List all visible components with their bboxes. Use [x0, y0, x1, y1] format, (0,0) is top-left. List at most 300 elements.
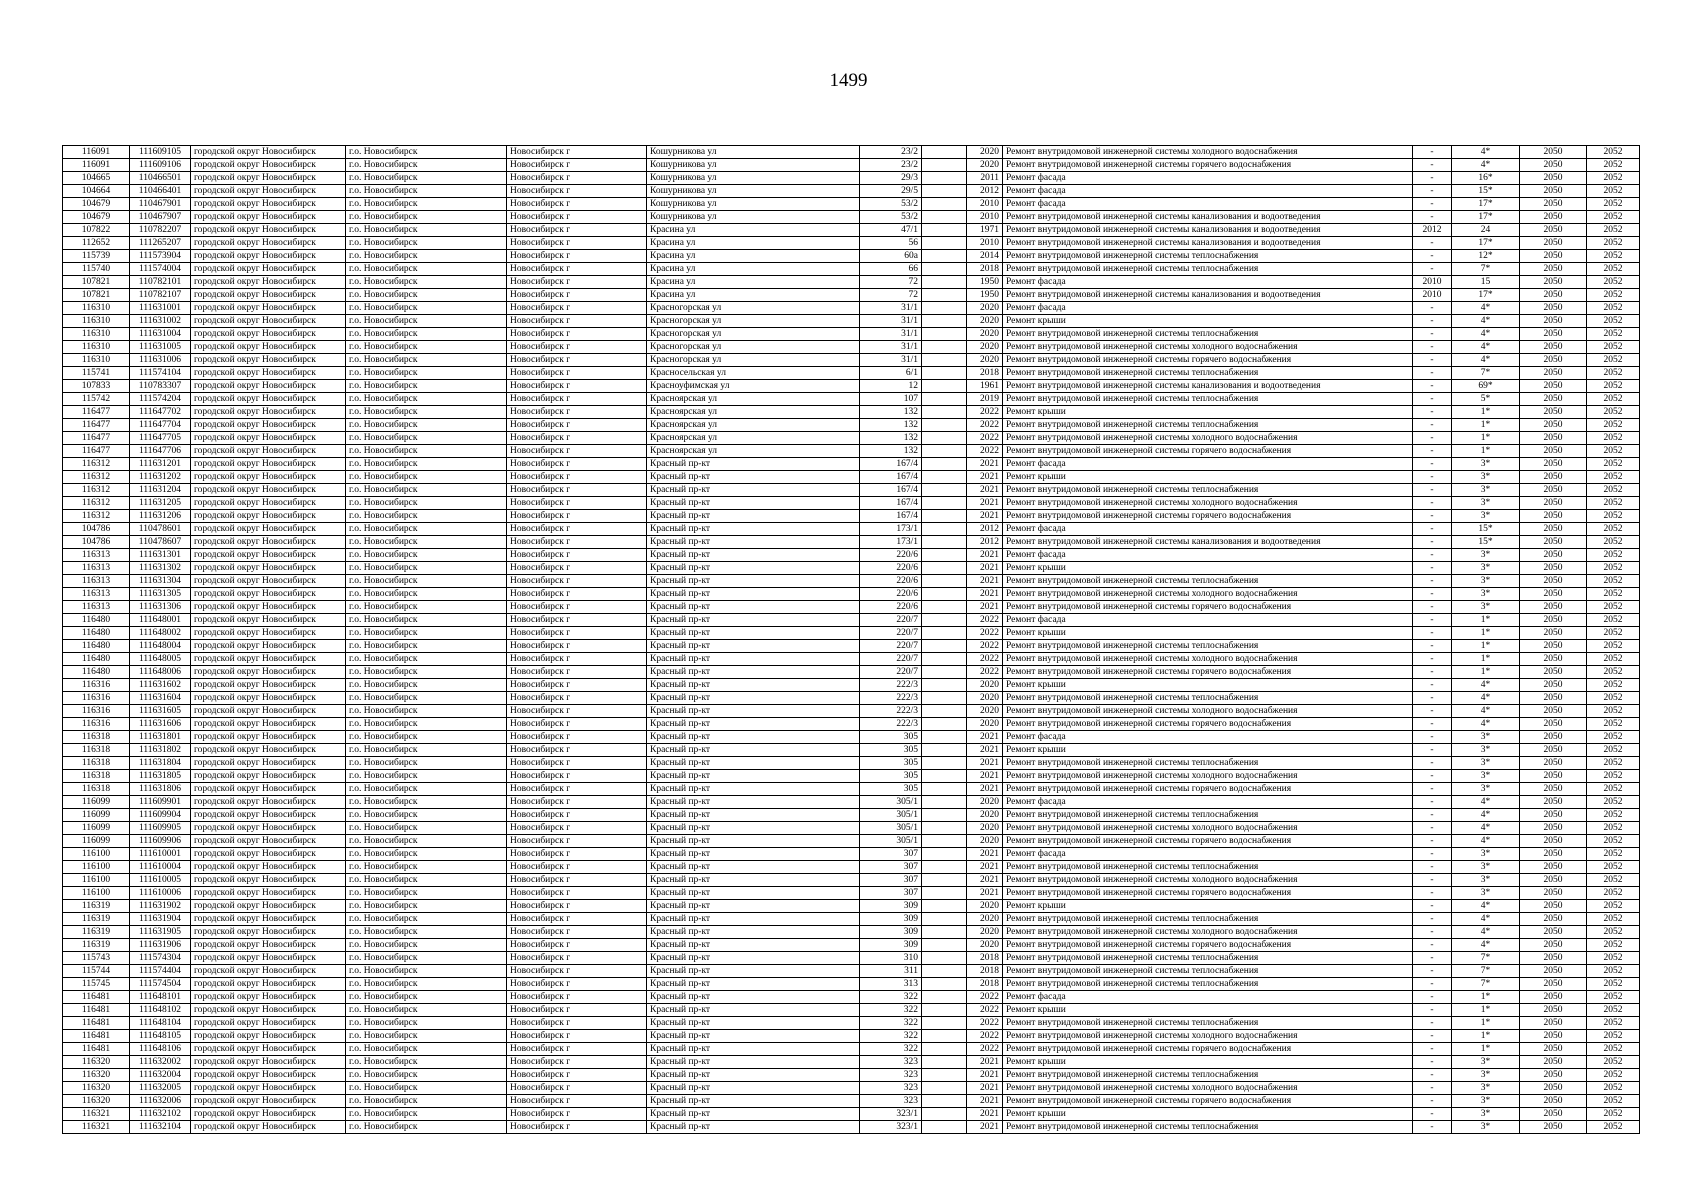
- cell-empty: [922, 523, 967, 536]
- table-row: [63, 1069, 1640, 1082]
- cell-house-id: 116312: [63, 458, 130, 471]
- cell-empty: [922, 1108, 967, 1121]
- table-row: [63, 926, 1640, 939]
- cell-build-year: 1961: [967, 380, 1003, 393]
- cell-house-number: 12: [860, 380, 922, 393]
- table-row: [63, 861, 1640, 874]
- cell-plan-end-year: 2052: [1587, 432, 1640, 445]
- cell-empty: [922, 770, 967, 783]
- cell-plan-start-year: 2050: [1520, 562, 1587, 575]
- cell-house-id: 116100: [63, 848, 130, 861]
- cell-work-type: Ремонт внутридомовой инженерной системы теплоснабжения: [1003, 263, 1413, 276]
- cell-build-year: 2022: [967, 432, 1003, 445]
- cell-last-repair-year: -: [1413, 484, 1452, 497]
- cell-municipality: г.о. Новосибирск: [346, 406, 507, 419]
- table-row: [63, 900, 1640, 913]
- cell-plan-start-year: 2050: [1520, 900, 1587, 913]
- cell-empty: [922, 627, 967, 640]
- cell-city: Новосибирск г: [507, 679, 647, 692]
- cell-plan-start-year: 2050: [1520, 1030, 1587, 1043]
- cell-plan-end-year: 2052: [1587, 887, 1640, 900]
- cell-house-number: 220/6: [860, 562, 922, 575]
- cell-work-type: Ремонт внутридомовой инженерной системы горячего водоснабжения: [1003, 887, 1413, 900]
- cell-plan-start-year: 2050: [1520, 224, 1587, 237]
- cell-house-number: 220/7: [860, 653, 922, 666]
- cell-municipality: г.о. Новосибирск: [346, 887, 507, 900]
- cell-service-life: 3*: [1452, 744, 1520, 757]
- cell-plan-end-year: 2052: [1587, 640, 1640, 653]
- cell-empty: [922, 809, 967, 822]
- cell-build-year: 2011: [967, 172, 1003, 185]
- cell-city: Новосибирск г: [507, 666, 647, 679]
- cell-house-number: 173/1: [860, 536, 922, 549]
- cell-street: Красный пр-кт: [647, 900, 860, 913]
- table-row: [63, 406, 1640, 419]
- cell-last-repair-year: -: [1413, 1121, 1452, 1134]
- cell-build-year: 2020: [967, 718, 1003, 731]
- cell-house-id: 116312: [63, 484, 130, 497]
- cell-street: Кошурникова ул: [647, 146, 860, 159]
- cell-house-number: 72: [860, 289, 922, 302]
- cell-district: городской округ Новосибирск: [191, 653, 346, 666]
- cell-empty: [922, 549, 967, 562]
- cell-street: Красный пр-кт: [647, 965, 860, 978]
- table-row: [63, 341, 1640, 354]
- cell-house-id: 116481: [63, 1004, 130, 1017]
- cell-house-number: 220/6: [860, 601, 922, 614]
- cell-house-id: 104665: [63, 172, 130, 185]
- cell-street: Красный пр-кт: [647, 640, 860, 653]
- cell-service-life: 1*: [1452, 653, 1520, 666]
- cell-service-life: 3*: [1452, 770, 1520, 783]
- cell-house-id: 116099: [63, 809, 130, 822]
- cell-build-year: 2021: [967, 1082, 1003, 1095]
- cell-street: Красный пр-кт: [647, 523, 860, 536]
- cell-street: Красный пр-кт: [647, 549, 860, 562]
- cell-plan-end-year: 2052: [1587, 913, 1640, 926]
- cell-house-number: 305/1: [860, 835, 922, 848]
- cell-city: Новосибирск г: [507, 172, 647, 185]
- cell-build-year: 2020: [967, 146, 1003, 159]
- cell-build-year: 2021: [967, 861, 1003, 874]
- cell-plan-start-year: 2050: [1520, 705, 1587, 718]
- cell-house-id: 116316: [63, 679, 130, 692]
- cell-work-id: 111631301: [130, 549, 191, 562]
- cell-house-number: 322: [860, 1043, 922, 1056]
- cell-house-number: 309: [860, 926, 922, 939]
- cell-work-id: 111573904: [130, 250, 191, 263]
- cell-work-type: Ремонт внутридомовой инженерной системы теплоснабжения: [1003, 484, 1413, 497]
- cell-plan-start-year: 2050: [1520, 640, 1587, 653]
- cell-last-repair-year: -: [1413, 874, 1452, 887]
- cell-municipality: г.о. Новосибирск: [346, 731, 507, 744]
- cell-plan-start-year: 2050: [1520, 276, 1587, 289]
- cell-house-number: 220/7: [860, 627, 922, 640]
- cell-build-year: 2021: [967, 757, 1003, 770]
- cell-district: городской округ Новосибирск: [191, 991, 346, 1004]
- cell-work-type: Ремонт крыши: [1003, 406, 1413, 419]
- cell-empty: [922, 887, 967, 900]
- cell-work-type: Ремонт внутридомовой инженерной системы теплоснабжения: [1003, 367, 1413, 380]
- cell-service-life: 3*: [1452, 484, 1520, 497]
- cell-work-id: 111574204: [130, 393, 191, 406]
- cell-street: Красногорская ул: [647, 315, 860, 328]
- cell-plan-end-year: 2052: [1587, 276, 1640, 289]
- cell-empty: [922, 861, 967, 874]
- cell-service-life: 3*: [1452, 1121, 1520, 1134]
- cell-service-life: 1*: [1452, 419, 1520, 432]
- cell-work-type: Ремонт фасада: [1003, 731, 1413, 744]
- cell-district: городской округ Новосибирск: [191, 302, 346, 315]
- cell-service-life: 24: [1452, 224, 1520, 237]
- cell-municipality: г.о. Новосибирск: [346, 1056, 507, 1069]
- cell-district: городской округ Новосибирск: [191, 393, 346, 406]
- cell-last-repair-year: -: [1413, 1017, 1452, 1030]
- cell-city: Новосибирск г: [507, 406, 647, 419]
- cell-municipality: г.о. Новосибирск: [346, 809, 507, 822]
- cell-municipality: г.о. Новосибирск: [346, 796, 507, 809]
- cell-house-number: 6/1: [860, 367, 922, 380]
- cell-last-repair-year: -: [1413, 991, 1452, 1004]
- cell-municipality: г.о. Новосибирск: [346, 536, 507, 549]
- cell-last-repair-year: -: [1413, 250, 1452, 263]
- cell-city: Новосибирск г: [507, 445, 647, 458]
- cell-work-type: Ремонт внутридомовой инженерной системы холодного водоснабжения: [1003, 146, 1413, 159]
- cell-house-number: 310: [860, 952, 922, 965]
- cell-plan-end-year: 2052: [1587, 822, 1640, 835]
- cell-work-type: Ремонт внутридомовой инженерной системы канализования и водоотведения: [1003, 237, 1413, 250]
- cell-plan-end-year: 2052: [1587, 926, 1640, 939]
- cell-work-type: Ремонт внутридомовой инженерной системы теплоснабжения: [1003, 978, 1413, 991]
- table-row: [63, 614, 1640, 627]
- cell-work-id: 111632006: [130, 1095, 191, 1108]
- cell-empty: [922, 471, 967, 484]
- cell-municipality: г.о. Новосибирск: [346, 1108, 507, 1121]
- cell-house-number: 47/1: [860, 224, 922, 237]
- table-row: [63, 653, 1640, 666]
- cell-house-id: 115745: [63, 978, 130, 991]
- cell-house-number: 107: [860, 393, 922, 406]
- cell-house-number: 173/1: [860, 523, 922, 536]
- cell-city: Новосибирск г: [507, 393, 647, 406]
- cell-street: Красный пр-кт: [647, 497, 860, 510]
- table-row: [63, 939, 1640, 952]
- table-row: [63, 562, 1640, 575]
- cell-district: городской округ Новосибирск: [191, 783, 346, 796]
- cell-build-year: 2022: [967, 1043, 1003, 1056]
- cell-plan-end-year: 2052: [1587, 172, 1640, 185]
- cell-plan-end-year: 2052: [1587, 328, 1640, 341]
- cell-plan-start-year: 2050: [1520, 250, 1587, 263]
- cell-municipality: г.о. Новосибирск: [346, 276, 507, 289]
- cell-last-repair-year: -: [1413, 939, 1452, 952]
- cell-service-life: 7*: [1452, 367, 1520, 380]
- cell-street: Красногорская ул: [647, 328, 860, 341]
- table-row: [63, 237, 1640, 250]
- cell-house-id: 116480: [63, 627, 130, 640]
- cell-district: городской округ Новосибирск: [191, 1069, 346, 1082]
- table-row: [63, 445, 1640, 458]
- table-row: [63, 146, 1640, 159]
- cell-work-id: 111648006: [130, 666, 191, 679]
- cell-plan-start-year: 2050: [1520, 744, 1587, 757]
- table-row: [63, 848, 1640, 861]
- cell-house-number: 307: [860, 874, 922, 887]
- cell-city: Новосибирск г: [507, 783, 647, 796]
- cell-empty: [922, 965, 967, 978]
- cell-work-id: 111647706: [130, 445, 191, 458]
- cell-street: Красный пр-кт: [647, 874, 860, 887]
- cell-municipality: г.о. Новосибирск: [346, 458, 507, 471]
- cell-service-life: 1*: [1452, 991, 1520, 1004]
- cell-city: Новосибирск г: [507, 224, 647, 237]
- cell-build-year: 2021: [967, 484, 1003, 497]
- cell-plan-start-year: 2050: [1520, 770, 1587, 783]
- cell-last-repair-year: -: [1413, 913, 1452, 926]
- cell-service-life: 3*: [1452, 549, 1520, 562]
- cell-empty: [922, 380, 967, 393]
- cell-plan-end-year: 2052: [1587, 1017, 1640, 1030]
- cell-work-type: Ремонт крыши: [1003, 1004, 1413, 1017]
- cell-municipality: г.о. Новосибирск: [346, 159, 507, 172]
- cell-house-id: 116319: [63, 900, 130, 913]
- cell-plan-end-year: 2052: [1587, 692, 1640, 705]
- cell-house-id: 116480: [63, 666, 130, 679]
- cell-plan-start-year: 2050: [1520, 354, 1587, 367]
- table-row: [63, 367, 1640, 380]
- cell-work-type: Ремонт фасада: [1003, 198, 1413, 211]
- cell-plan-start-year: 2050: [1520, 458, 1587, 471]
- cell-house-id: 115740: [63, 263, 130, 276]
- cell-district: городской округ Новосибирск: [191, 666, 346, 679]
- cell-plan-end-year: 2052: [1587, 419, 1640, 432]
- cell-build-year: 2020: [967, 679, 1003, 692]
- cell-plan-start-year: 2050: [1520, 913, 1587, 926]
- cell-work-type: Ремонт внутридомовой инженерной системы теплоснабжения: [1003, 250, 1413, 263]
- cell-house-id: 107821: [63, 289, 130, 302]
- table-row: [63, 471, 1640, 484]
- cell-house-number: 307: [860, 861, 922, 874]
- cell-municipality: г.о. Новосибирск: [346, 965, 507, 978]
- cell-build-year: 2020: [967, 796, 1003, 809]
- cell-street: Красный пр-кт: [647, 1043, 860, 1056]
- cell-street: Красный пр-кт: [647, 731, 860, 744]
- cell-street: Красный пр-кт: [647, 796, 860, 809]
- cell-house-number: 323: [860, 1069, 922, 1082]
- cell-house-id: 116091: [63, 159, 130, 172]
- cell-house-number: 309: [860, 939, 922, 952]
- cell-city: Новосибирск г: [507, 354, 647, 367]
- cell-plan-start-year: 2050: [1520, 874, 1587, 887]
- cell-build-year: 2010: [967, 237, 1003, 250]
- cell-work-id: 111574304: [130, 952, 191, 965]
- cell-street: Красный пр-кт: [647, 458, 860, 471]
- cell-house-id: 116320: [63, 1056, 130, 1069]
- cell-work-id: 111648002: [130, 627, 191, 640]
- cell-city: Новосибирск г: [507, 575, 647, 588]
- cell-plan-start-year: 2050: [1520, 978, 1587, 991]
- cell-last-repair-year: -: [1413, 640, 1452, 653]
- cell-district: городской округ Новосибирск: [191, 406, 346, 419]
- cell-work-type: Ремонт внутридомовой инженерной системы канализования и водоотведения: [1003, 289, 1413, 302]
- cell-build-year: 2020: [967, 328, 1003, 341]
- cell-district: городской округ Новосибирск: [191, 614, 346, 627]
- cell-municipality: г.о. Новосибирск: [346, 1095, 507, 1108]
- cell-last-repair-year: -: [1413, 887, 1452, 900]
- cell-build-year: 2021: [967, 1095, 1003, 1108]
- cell-last-repair-year: -: [1413, 419, 1452, 432]
- cell-street: Красный пр-кт: [647, 536, 860, 549]
- cell-empty: [922, 614, 967, 627]
- table-row: [63, 1017, 1640, 1030]
- cell-city: Новосибирск г: [507, 627, 647, 640]
- cell-build-year: 2022: [967, 653, 1003, 666]
- cell-street: Красный пр-кт: [647, 822, 860, 835]
- cell-plan-start-year: 2050: [1520, 731, 1587, 744]
- cell-empty: [922, 679, 967, 692]
- cell-plan-start-year: 2050: [1520, 549, 1587, 562]
- cell-plan-end-year: 2052: [1587, 1069, 1640, 1082]
- cell-work-id: 111631204: [130, 484, 191, 497]
- cell-service-life: 1*: [1452, 432, 1520, 445]
- cell-street: Красноярская ул: [647, 419, 860, 432]
- cell-house-id: 116100: [63, 887, 130, 900]
- table-row: [63, 484, 1640, 497]
- cell-work-id: 111631302: [130, 562, 191, 575]
- cell-build-year: 2021: [967, 770, 1003, 783]
- cell-service-life: 3*: [1452, 1095, 1520, 1108]
- cell-city: Новосибирск г: [507, 978, 647, 991]
- cell-last-repair-year: -: [1413, 159, 1452, 172]
- cell-build-year: 2021: [967, 588, 1003, 601]
- cell-work-type: Ремонт внутридомовой инженерной системы горячего водоснабжения: [1003, 666, 1413, 679]
- cell-city: Новосибирск г: [507, 1043, 647, 1056]
- cell-work-type: Ремонт внутридомовой инженерной системы холодного водоснабжения: [1003, 705, 1413, 718]
- cell-service-life: 4*: [1452, 796, 1520, 809]
- cell-plan-start-year: 2050: [1520, 406, 1587, 419]
- cell-house-id: 116321: [63, 1121, 130, 1134]
- cell-district: городской округ Новосибирск: [191, 835, 346, 848]
- cell-build-year: 2020: [967, 900, 1003, 913]
- cell-work-type: Ремонт внутридомовой инженерной системы канализования и водоотведения: [1003, 380, 1413, 393]
- cell-build-year: 2022: [967, 991, 1003, 1004]
- cell-last-repair-year: -: [1413, 315, 1452, 328]
- cell-work-type: Ремонт внутридомовой инженерной системы теплоснабжения: [1003, 393, 1413, 406]
- cell-last-repair-year: -: [1413, 653, 1452, 666]
- table-row: [63, 1082, 1640, 1095]
- cell-plan-start-year: 2050: [1520, 926, 1587, 939]
- table-row: [63, 510, 1640, 523]
- cell-last-repair-year: -: [1413, 666, 1452, 679]
- cell-street: Красный пр-кт: [647, 809, 860, 822]
- cell-service-life: 4*: [1452, 692, 1520, 705]
- cell-street: Красный пр-кт: [647, 510, 860, 523]
- cell-plan-end-year: 2052: [1587, 770, 1640, 783]
- cell-empty: [922, 419, 967, 432]
- cell-street: Красный пр-кт: [647, 757, 860, 770]
- cell-work-id: 111265207: [130, 237, 191, 250]
- cell-work-type: Ремонт внутридомовой инженерной системы горячего водоснабжения: [1003, 1095, 1413, 1108]
- cell-street: Кошурникова ул: [647, 211, 860, 224]
- cell-plan-end-year: 2052: [1587, 783, 1640, 796]
- cell-build-year: 2014: [967, 250, 1003, 263]
- cell-house-id: 116318: [63, 744, 130, 757]
- cell-work-id: 111631202: [130, 471, 191, 484]
- repair-schedule-table: [62, 145, 1640, 1134]
- cell-plan-end-year: 2052: [1587, 497, 1640, 510]
- cell-city: Новосибирск г: [507, 1108, 647, 1121]
- cell-house-id: 116310: [63, 341, 130, 354]
- cell-last-repair-year: -: [1413, 458, 1452, 471]
- cell-work-type: Ремонт внутридомовой инженерной системы холодного водоснабжения: [1003, 341, 1413, 354]
- cell-work-type: Ремонт крыши: [1003, 315, 1413, 328]
- cell-work-id: 111632102: [130, 1108, 191, 1121]
- cell-work-id: 111609904: [130, 809, 191, 822]
- cell-house-number: 23/2: [860, 159, 922, 172]
- cell-build-year: 2022: [967, 406, 1003, 419]
- cell-house-id: 116313: [63, 562, 130, 575]
- cell-city: Новосибирск г: [507, 289, 647, 302]
- cell-house-number: 305: [860, 744, 922, 757]
- cell-municipality: г.о. Новосибирск: [346, 419, 507, 432]
- cell-street: Красина ул: [647, 289, 860, 302]
- cell-street: Красный пр-кт: [647, 718, 860, 731]
- cell-municipality: г.о. Новосибирск: [346, 770, 507, 783]
- cell-district: городской округ Новосибирск: [191, 1043, 346, 1056]
- cell-work-type: Ремонт фасада: [1003, 614, 1413, 627]
- cell-district: городской округ Новосибирск: [191, 1030, 346, 1043]
- cell-district: городской округ Новосибирск: [191, 692, 346, 705]
- cell-build-year: 2022: [967, 640, 1003, 653]
- cell-house-id: 116313: [63, 549, 130, 562]
- cell-build-year: 2021: [967, 510, 1003, 523]
- cell-last-repair-year: -: [1413, 523, 1452, 536]
- cell-work-type: Ремонт внутридомовой инженерной системы горячего водоснабжения: [1003, 835, 1413, 848]
- cell-empty: [922, 562, 967, 575]
- cell-city: Новосибирск г: [507, 614, 647, 627]
- cell-house-id: 116099: [63, 835, 130, 848]
- cell-last-repair-year: -: [1413, 198, 1452, 211]
- cell-house-number: 323: [860, 1095, 922, 1108]
- cell-house-id: 104786: [63, 523, 130, 536]
- cell-work-id: 111631201: [130, 458, 191, 471]
- cell-empty: [922, 1121, 967, 1134]
- cell-street: Красноярская ул: [647, 406, 860, 419]
- cell-build-year: 2021: [967, 731, 1003, 744]
- cell-build-year: 2020: [967, 354, 1003, 367]
- cell-municipality: г.о. Новосибирск: [346, 1017, 507, 1030]
- table-row: [63, 731, 1640, 744]
- cell-street: Красный пр-кт: [647, 588, 860, 601]
- cell-municipality: г.о. Новосибирск: [346, 822, 507, 835]
- cell-house-id: 116316: [63, 692, 130, 705]
- cell-work-id: 110467901: [130, 198, 191, 211]
- cell-service-life: 7*: [1452, 952, 1520, 965]
- table-row: [63, 198, 1640, 211]
- cell-build-year: 2010: [967, 198, 1003, 211]
- cell-city: Новосибирск г: [507, 601, 647, 614]
- cell-street: Красный пр-кт: [647, 471, 860, 484]
- cell-plan-end-year: 2052: [1587, 354, 1640, 367]
- cell-district: городской округ Новосибирск: [191, 601, 346, 614]
- cell-house-number: 31/1: [860, 302, 922, 315]
- cell-service-life: 1*: [1452, 666, 1520, 679]
- cell-house-number: 222/3: [860, 679, 922, 692]
- cell-build-year: 2020: [967, 835, 1003, 848]
- cell-service-life: 1*: [1452, 1030, 1520, 1043]
- cell-work-type: Ремонт внутридомовой инженерной системы холодного водоснабжения: [1003, 770, 1413, 783]
- cell-city: Новосибирск г: [507, 250, 647, 263]
